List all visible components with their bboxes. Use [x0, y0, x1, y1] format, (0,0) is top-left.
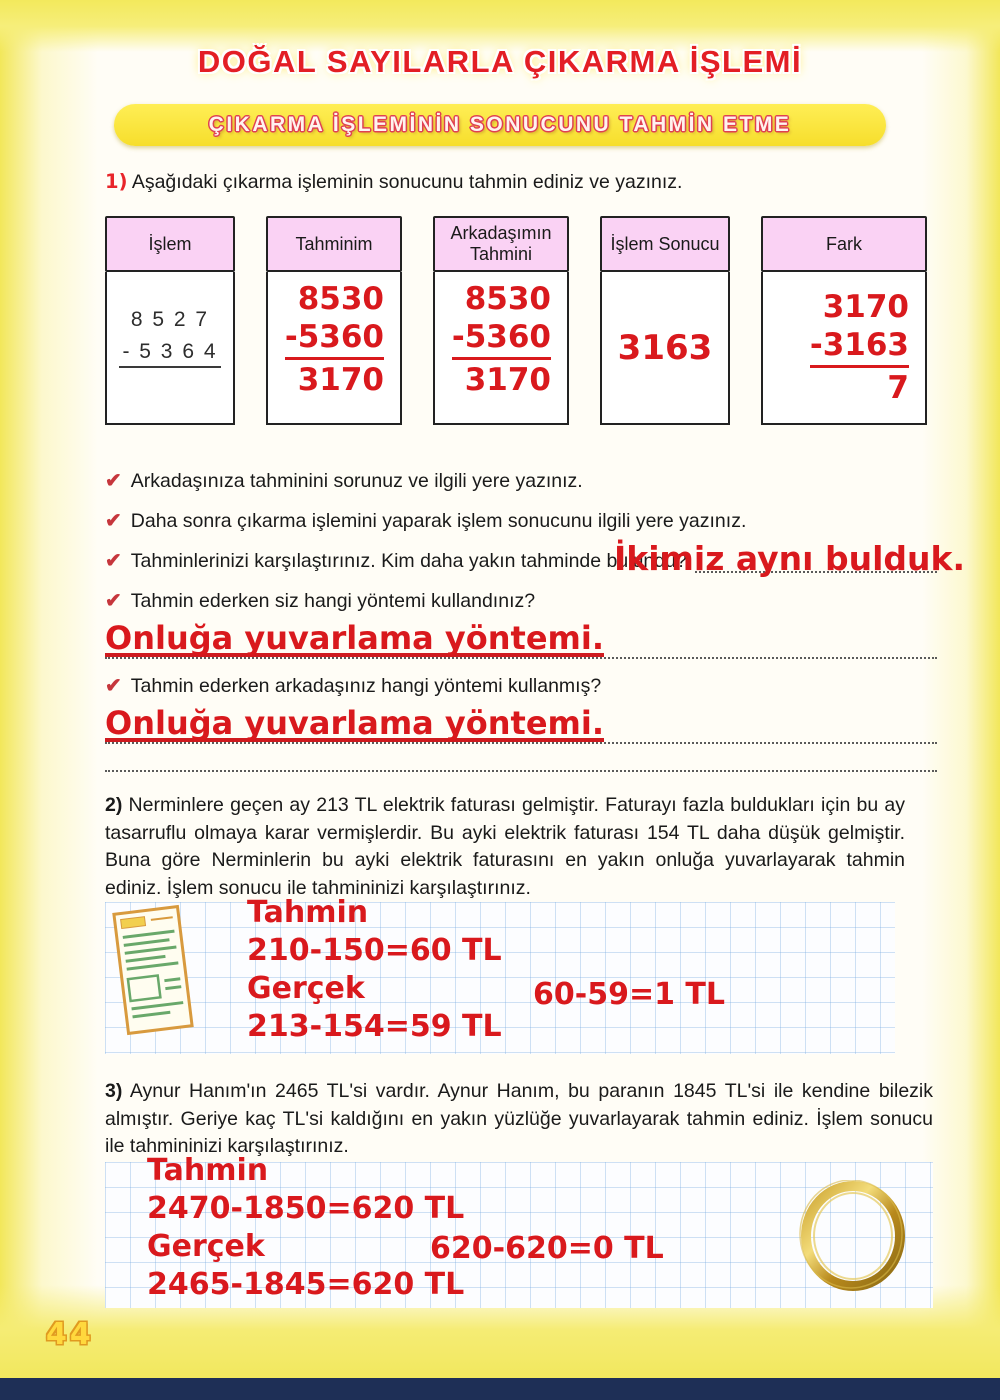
- islem-line2: - 5 3 6 4: [119, 340, 220, 368]
- bullet-3-answer: İkimiz aynı bulduk.: [613, 539, 965, 578]
- estimation-table: [105, 216, 927, 425]
- check-bullet-icon: ✔: [105, 675, 122, 697]
- bullet-2: [105, 508, 937, 533]
- bottom-bar: [0, 1378, 1000, 1400]
- column-tahminim: [266, 216, 402, 425]
- bracelet-illustration: [793, 1180, 913, 1292]
- check-bullet-icon: ✔: [105, 550, 122, 572]
- exercise2-gercek-calc: 213-154=59 TL: [247, 1009, 502, 1044]
- tahminim-line2: -5360: [285, 319, 384, 360]
- exercise2-number: 2): [105, 794, 123, 816]
- exercise3-tahmin-label: Tahmin: [147, 1153, 269, 1188]
- column-islem-header: İşlem: [105, 216, 235, 272]
- bullet-1-text: Arkadaşınıza tahminini sorunuz ve ilgili yere yazınız.: [130, 470, 583, 492]
- bullet-5: [105, 673, 937, 698]
- exercise3-prompt-text: Aynur Hanım'ın 2465 TL'si vardır. Aynur Hanım, bu paranın 1845 TL'si ile kendine bilezik almıştır. Geriye kaç TL'si kaldığını en yakın yüzlüğe yuvarlayarak tahmin ediniz. İşlem sonucu ile tahmininizi karşılaştırınız.: [105, 1080, 934, 1158]
- exercise1-prompt: [105, 170, 925, 194]
- column-sonuc-body[interactable]: [600, 272, 730, 425]
- check-bullet-icon: ✔: [105, 510, 122, 532]
- fark-result: 7: [887, 370, 909, 406]
- exercise2-work: [247, 894, 502, 1046]
- bullet-4-answer-line[interactable]: [105, 615, 937, 659]
- bullet-2-text: Daha sonra çıkarma işlemini yaparak işlem sonucunu ilgili yere yazınız.: [130, 510, 747, 532]
- exercise3-prompt: [105, 1078, 933, 1161]
- exercise2-prompt-text: Nerminlere geçen ay 213 TL elektrik faturası gelmiştir. Faturayı fazla buldukları için bu ay tasarruflu olmaya karar vermişlerdir. Bu ayki elektrik faturası 154 TL daha düşük gelmiştir. Buna göre Nerminlerin bu ayki elektrik faturasını en yakın onluğa yuvarlayarak tahmin ediniz. İşlem sonucu ile tahmininizi karşılaştırınız.: [105, 794, 905, 900]
- exercise3-tahmin-calc: 2470-1850=620 TL: [147, 1191, 465, 1226]
- column-islem-body: [105, 272, 235, 425]
- bullet-4-answer: Onluğa yuvarlama yöntemi.: [105, 618, 604, 657]
- tahminim-result: 3170: [297, 362, 384, 398]
- exercise2-tahmin-calc: 210-150=60 TL: [247, 933, 502, 968]
- exercise3-work: [147, 1152, 464, 1304]
- exercise3-gercek-calc: 2465-1845=620 TL: [147, 1267, 465, 1302]
- bullet-3-text: Tahminlerinizi karşılaştırınız. Kim daha yakın tahminde bulundu?: [130, 550, 687, 572]
- exercise2-prompt: [105, 792, 905, 903]
- exercise3-number: 3): [105, 1080, 123, 1102]
- exercise2-tahmin-label: Tahmin: [247, 895, 369, 930]
- bullet-4-text: Tahmin ederken siz hangi yöntemi kullandınız?: [130, 590, 536, 612]
- column-islem: [105, 216, 235, 425]
- exercise3-gercek-label: Gerçek: [147, 1229, 265, 1264]
- page-title: DOĞAL SAYILARLA ÇIKARMA İŞLEMİ: [197, 44, 803, 79]
- exercise2-answer-area[interactable]: [105, 895, 895, 1054]
- column-fark: [761, 216, 927, 425]
- receipt-illustration: [107, 904, 199, 1039]
- column-tahminim-body[interactable]: [266, 272, 402, 425]
- fark-line1: 3170: [822, 289, 909, 325]
- arkadas-result: 3170: [464, 362, 551, 398]
- bullet-5-answer-line[interactable]: [105, 700, 937, 744]
- fark-line2: -3163: [810, 327, 909, 368]
- bullet-5-text: Tahmin ederken arkadaşınız hangi yöntemi kullanmış?: [130, 675, 602, 697]
- column-arkadas-body[interactable]: [433, 272, 569, 425]
- column-sonuc-header: İşlem Sonucu: [600, 216, 730, 272]
- column-arkadas: [433, 216, 569, 425]
- islem-line1: 8 5 2 7: [130, 308, 210, 331]
- check-bullet-icon: ✔: [105, 470, 122, 492]
- check-bullet-icon: ✔: [105, 590, 122, 612]
- exercise3-fark-calc: 620-620=0 TL: [430, 1231, 664, 1266]
- column-sonuc: [600, 216, 730, 425]
- column-fark-header: Fark: [761, 216, 927, 272]
- empty-answer-line[interactable]: [105, 756, 937, 772]
- column-arkadas-header: Arkadaşımın Tahmini: [433, 216, 569, 272]
- exercise3-answer-area[interactable]: [105, 1153, 933, 1308]
- bullet-4: [105, 588, 937, 613]
- sonuc-value: 3163: [617, 327, 713, 368]
- section-banner-text: ÇIKARMA İŞLEMİNİN SONUCUNU TAHMİN ETME: [208, 113, 792, 136]
- arkadas-line1: 8530: [464, 281, 551, 317]
- section-banner: [114, 104, 886, 146]
- bullet-3: [105, 539, 965, 578]
- exercise2-gercek-label: Gerçek: [247, 971, 365, 1006]
- column-fark-body[interactable]: [761, 272, 927, 425]
- column-tahminim-header: Tahminim: [266, 216, 402, 272]
- bullet-5-answer: Onluğa yuvarlama yöntemi.: [105, 703, 604, 742]
- exercise2-fark-calc: 60-59=1 TL: [533, 977, 725, 1012]
- page-number: 44: [46, 1317, 94, 1352]
- exercise1-prompt-text: Aşağıdaki çıkarma işleminin sonucunu tahmin ediniz ve yazınız.: [131, 171, 683, 193]
- bullet-3-answer-line[interactable]: [613, 539, 965, 578]
- instruction-bullets: [105, 468, 965, 772]
- exercise1-number: 1): [105, 170, 128, 193]
- arkadas-line2: -5360: [452, 319, 551, 360]
- bullet-1: [105, 468, 937, 493]
- tahminim-line1: 8530: [297, 281, 384, 317]
